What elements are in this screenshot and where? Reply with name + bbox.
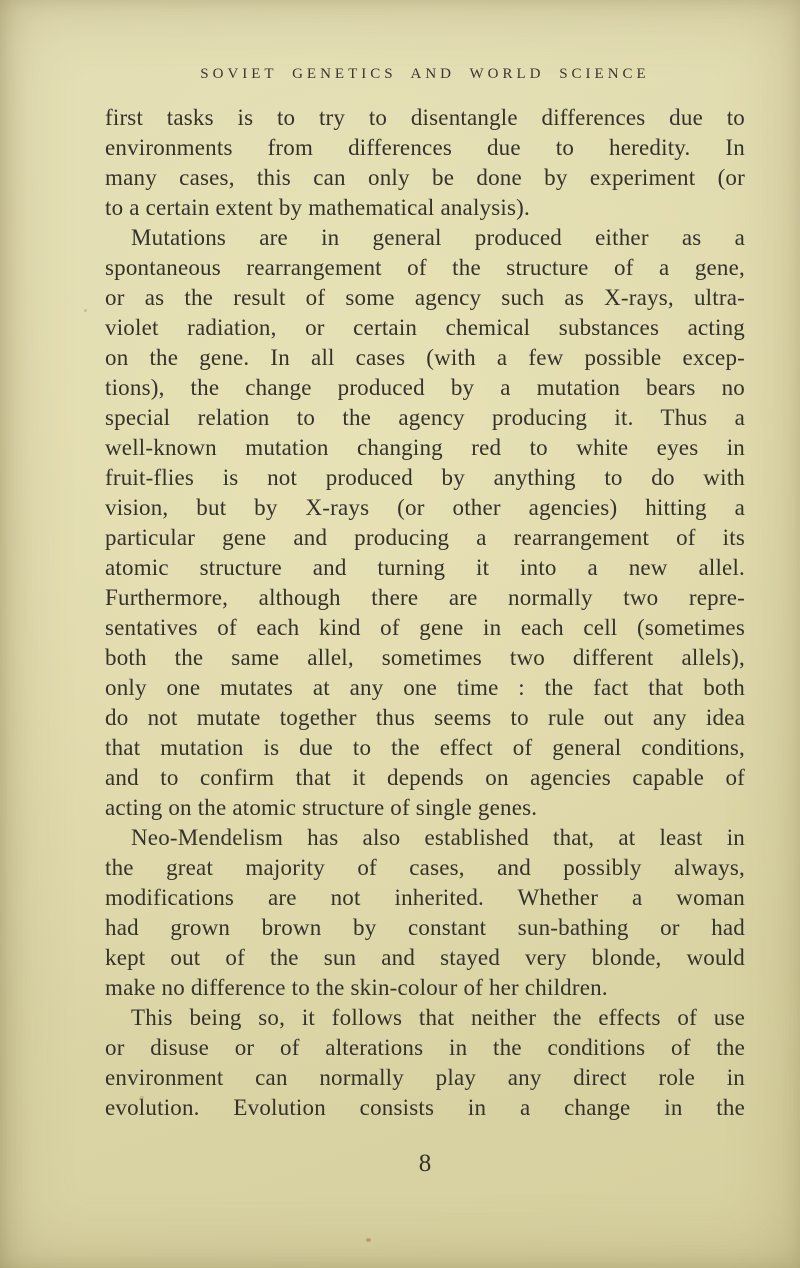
text-line: only one mutates at any one time : the fact that both: [105, 675, 745, 700]
text-line: make no difference to the skin-colour of her children.: [105, 975, 608, 1000]
text-line: do not mutate together thus seems to rule out any idea: [105, 705, 745, 730]
text-line: environment can normally play any direct role in: [105, 1065, 745, 1090]
text-line: environments from differences due to heredity. In: [105, 135, 745, 160]
text-line: acting on the atomic structure of single genes.: [105, 795, 538, 820]
text-line: spontaneous rearrangement of the structure of a gene,: [105, 255, 745, 280]
text-line: modifications are not inherited. Whether a woman: [105, 885, 745, 910]
text-line: to a certain extent by mathematical analysis).: [105, 195, 530, 220]
text-line: atomic structure and turning it into a new allel.: [105, 555, 745, 580]
text-line: both the same allel, sometimes two different allels),: [105, 645, 745, 670]
text-line: on the gene. In all cases (with a few possible excep-: [105, 345, 745, 370]
text-line: many cases, this can only be done by experiment (or: [105, 165, 745, 190]
text-line: first tasks is to try to disentangle differences due to: [105, 105, 745, 130]
text-line: fruit-flies is not produced by anything to do with: [105, 465, 745, 490]
text-line: well-known mutation changing red to white eyes in: [105, 435, 745, 460]
text-line: Mutations are in general produced either as a: [131, 225, 745, 250]
page-number: 8: [418, 1150, 432, 1177]
text-line: particular gene and producing a rearrangement of its: [105, 525, 745, 550]
text-line: sentatives of each kind of gene in each cell (sometimes: [105, 615, 745, 640]
text-line: kept out of the sun and stayed very blonde, would: [105, 945, 745, 970]
paper-speck: [84, 309, 87, 312]
text-line: evolution. Evolution consists in a change in the: [105, 1095, 745, 1120]
running-header: SOVIET GENETICS AND WORLD SCIENCE: [200, 66, 650, 82]
paragraph: [105, 823, 745, 1003]
text-line: the great majority of cases, and possibly always,: [105, 855, 745, 880]
text-line: violet radiation, or certain chemical substances acting: [105, 315, 745, 340]
text-line: Furthermore, although there are normally two repre-: [105, 585, 745, 610]
text-line: or as the result of some agency such as X-rays, ultra-: [105, 285, 745, 310]
text-line: or disuse or of alterations in the conditions of the: [105, 1035, 745, 1060]
text-line: This being so, it follows that neither the effects of use: [131, 1005, 745, 1030]
text-line: and to confirm that it depends on agencies capable of: [105, 765, 745, 790]
paragraph: [105, 103, 745, 223]
paragraph: [105, 223, 745, 823]
text-line: special relation to the agency producing it. Thus a: [105, 405, 745, 430]
text-line: that mutation is due to the effect of general conditions,: [105, 735, 745, 760]
text-body: [105, 103, 745, 1123]
text-line: tions), the change produced by a mutation bears no: [105, 375, 745, 400]
text-line: vision, but by X-rays (or other agencies) hitting a: [105, 495, 745, 520]
paragraph: [105, 1003, 745, 1123]
text-block: [105, 64, 745, 1179]
text-line: Neo-Mendelism has also established that, at least in: [131, 825, 745, 850]
text-line: had grown brown by constant sun-bathing or had: [105, 915, 745, 940]
paper-speck: [366, 1238, 371, 1242]
